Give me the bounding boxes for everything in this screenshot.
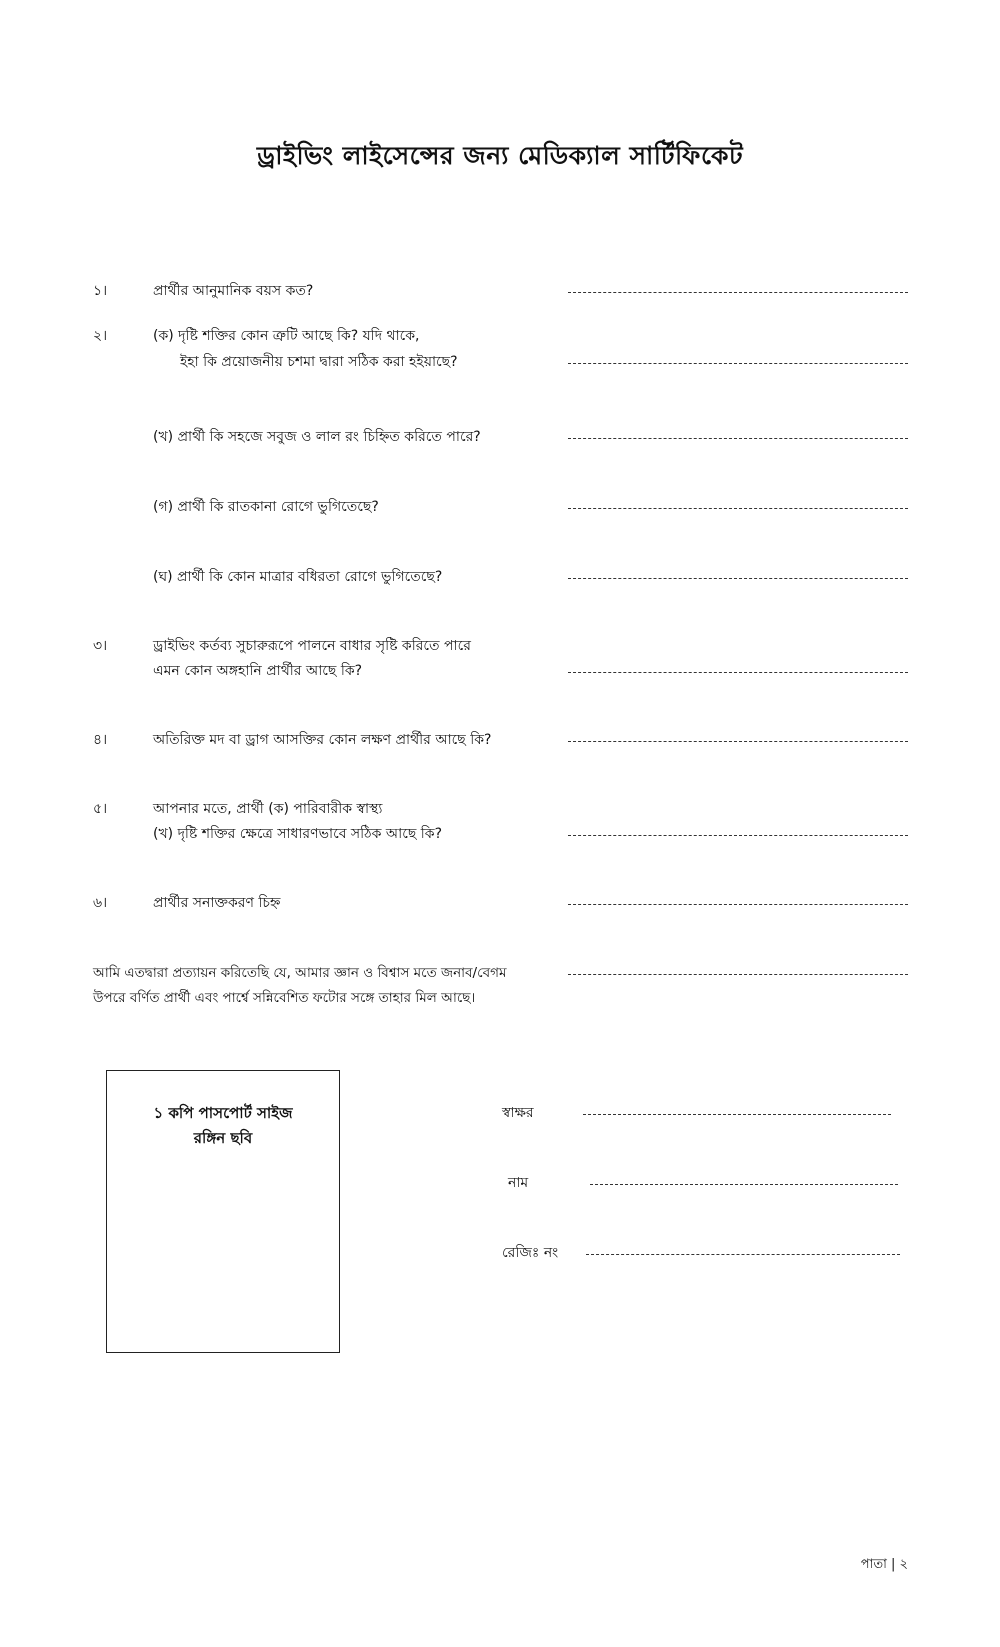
answer-line-6[interactable] — [568, 904, 908, 905]
question-number: ৩। — [93, 638, 108, 654]
question-number: ৫। — [93, 801, 108, 817]
question-2a-text-line2: ইহা কি প্রয়োজনীয় চশমা দ্বারা সঠিক করা হইয়াছে? — [180, 354, 458, 370]
question-5-text-line2: (খ) দৃষ্টি শক্তির ক্ষেত্রে সাধারণভাবে সঠিক আছে কি? — [153, 826, 443, 842]
photo-box-line1: ১ কপি পাসপোর্ট সাইজ — [153, 1104, 293, 1122]
registration-label: রেজিঃ নং — [502, 1245, 559, 1261]
answer-line-2d[interactable] — [568, 578, 908, 579]
declaration-line2: উপরে বর্ণিত প্রার্থী এবং পার্শ্বে সন্নিবেশিত ফটোর সঙ্গে তাহার মিল আছে। — [93, 990, 476, 1006]
page-title: ড্রাইভিং লাইসেন্সের জন্য মেডিক্যাল সার্টিফিকেট — [256, 141, 744, 170]
answer-line-2c[interactable] — [568, 508, 908, 509]
name-label: নাম — [508, 1175, 529, 1191]
question-1-text: প্রার্থীর আনুমানিক বয়স কত? — [153, 283, 314, 299]
answer-line-5[interactable] — [568, 835, 908, 836]
signature-line[interactable] — [583, 1114, 891, 1115]
question-3-text-line2: এমন কোন অঙ্গহানি প্রার্থীর আছে কি? — [153, 663, 363, 679]
name-line[interactable] — [590, 1184, 898, 1185]
answer-line-4[interactable] — [568, 741, 908, 742]
question-number: ৪। — [93, 732, 108, 748]
question-2c-text: (গ) প্রার্থী কি রাতকানা রোগে ভুগিতেছে? — [153, 499, 379, 515]
answer-line-3[interactable] — [568, 672, 908, 673]
question-2d-text: (ঘ) প্রার্থী কি কোন মাত্রার বধিরতা রোগে ভুগিতেছে? — [153, 569, 443, 585]
question-number: ১। — [93, 283, 108, 299]
question-5-text-line1: আপনার মতে, প্রার্থী (ক) পারিবারীক স্বাস্থ্য — [153, 801, 383, 817]
declaration-line1: আমি এতদ্বারা প্রত্যায়ন করিতেছি যে, আমার জ্ঞান ও বিশ্বাস মতে জনাব/বেগম — [93, 965, 507, 981]
registration-line[interactable] — [586, 1254, 900, 1255]
declaration-name-line[interactable] — [568, 974, 908, 975]
answer-line-2b[interactable] — [568, 438, 908, 439]
answer-line-1[interactable] — [568, 292, 908, 293]
question-2b-text: (খ) প্রার্থী কি সহজে সবুজ ও লাল রং চিহ্নিত করিতে পারে? — [153, 429, 481, 445]
question-number: ২। — [93, 328, 108, 344]
photo-box-line2: রঙ্গিন ছবি — [193, 1129, 253, 1147]
photo-box — [106, 1070, 340, 1353]
answer-line-2a[interactable] — [568, 363, 908, 364]
question-2a-text-line1: (ক) দৃষ্টি শক্তির কোন ত্রুটি আছে কি? যদি থাকে, — [153, 328, 420, 344]
question-6-text: প্রার্থীর সনাক্তকরণ চিহ্ন — [153, 895, 281, 911]
question-3-text-line1: ড্রাইভিং কর্তব্য সুচারুরূপে পালনে বাধার সৃষ্টি করিতে পারে — [153, 638, 471, 654]
question-4-text: অতিরিক্ত মদ বা ড্রাগ আসক্তির কোন লক্ষণ প্রার্থীর আছে কি? — [153, 732, 492, 748]
signature-label: স্বাক্ষর — [502, 1105, 534, 1121]
question-number: ৬। — [93, 895, 108, 911]
page-number: পাতা | ২ — [860, 1557, 908, 1572]
